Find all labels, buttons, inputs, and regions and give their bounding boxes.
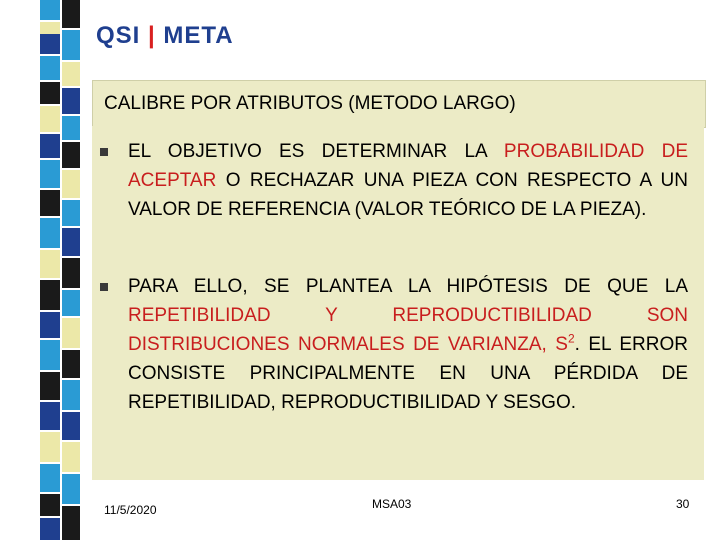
bullet-2-highlight: REPETIBILIDAD Y REPRODUCTIBILIDAD SON DISTRIBUCIONES NORMALES DE VARIANZA, S [128,305,688,355]
logo-part-meta: META [163,22,234,49]
bullet-square-icon [100,148,108,156]
slide-title: CALIBRE POR ATRIBUTOS (METODO LARGO) [104,93,516,114]
logo-divider-icon: | [148,22,156,49]
bullet-1-text-b: O RECHAZAR UNA PIEZA CON RESPECTO A UN VALOR DE REFERENCIA (VALOR TEÓRICO DE LA PIEZA). [128,170,688,220]
bullet-paragraph-1 [128,137,688,224]
bullet-square-icon [100,283,108,291]
footer-center: MSA03 [372,497,412,511]
company-logo [96,22,234,50]
bullet-paragraph-2 [128,272,688,417]
title-bar [92,80,706,128]
bullet-2-superscript: 2 [567,331,575,346]
decorative-stripe [0,0,80,540]
bullet-2-text-b: . EL ERROR CONSISTE PRINCIPALMENTE EN UNA PÉRDIDA DE REPETIBILIDAD, REPRODUCTIBILIDAD Y SESGO. [128,334,688,413]
footer-page-number: 30 [676,497,690,511]
logo-part-qsi: QSI [96,22,141,49]
bullet-2-text-a: PARA ELLO, SE PLANTEA LA HIPÓTESIS DE QUE LA [128,276,688,297]
bullet-1-highlight: PROBABILIDAD DE ACEPTAR [128,141,688,191]
footer-date: 11/5/2020 [104,503,157,517]
bullet-1-text-a: EL OBJETIVO ES DETERMINAR LA [128,141,504,162]
